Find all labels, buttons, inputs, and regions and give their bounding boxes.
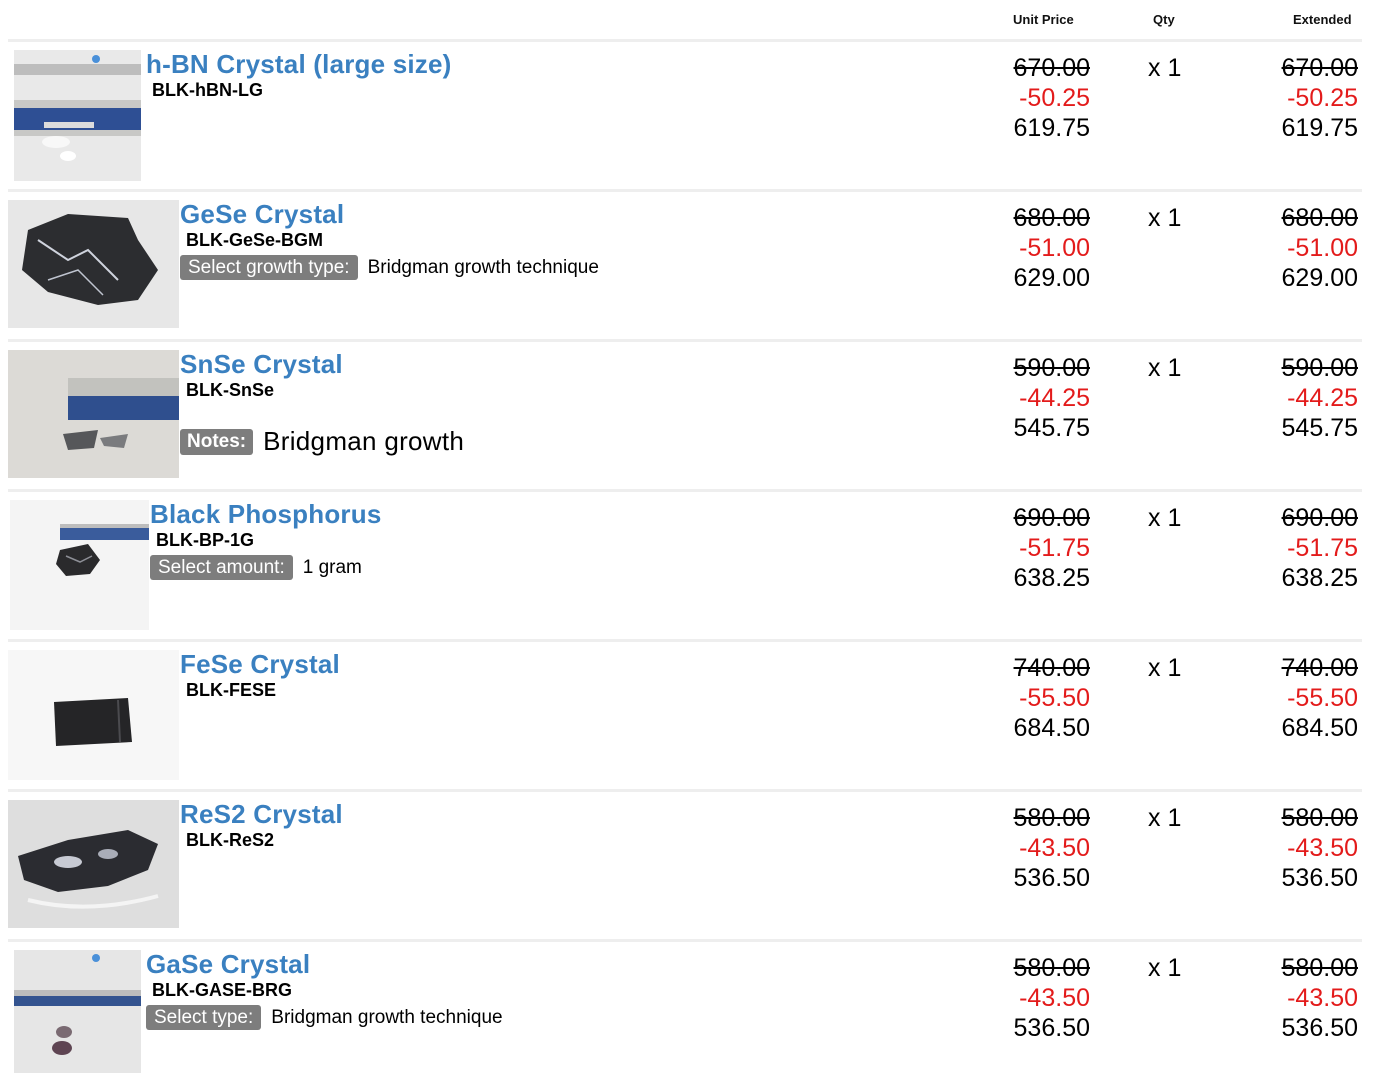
- final-price: 536.50: [1013, 1014, 1090, 1042]
- product-sku: BLK-hBN-LG: [152, 80, 263, 100]
- original-price: 670.00: [1013, 54, 1090, 82]
- cart-item-row: [8, 789, 1362, 942]
- extended-price: [1282, 203, 1358, 293]
- product-sku: BLK-SnSe: [186, 380, 275, 400]
- quantity: x 1: [1148, 354, 1182, 382]
- option-value: Bridgman growth technique: [271, 1006, 503, 1028]
- product-title-link[interactable]: SnSe Crystal: [180, 349, 343, 379]
- quantity: x 1: [1148, 954, 1182, 982]
- discount-amount: -51.75: [1019, 534, 1090, 562]
- discount-amount: -51.00: [1019, 234, 1090, 262]
- original-price: 580.00: [1013, 954, 1090, 982]
- unit-price: [1014, 803, 1090, 893]
- quantity: x 1: [1148, 54, 1182, 82]
- final-price: 629.00: [1281, 264, 1358, 292]
- unit-price: [1014, 953, 1090, 1043]
- product-title-link[interactable]: GaSe Crystal: [146, 949, 311, 979]
- product-option: [146, 1005, 503, 1030]
- cart-item-row: [8, 189, 1362, 342]
- option-label: Select growth type:: [180, 255, 358, 280]
- discount-amount: -50.25: [1287, 84, 1358, 112]
- notes-label: Notes:: [180, 429, 253, 455]
- final-price: 536.50: [1281, 1014, 1358, 1042]
- product-image[interactable]: [14, 50, 141, 181]
- quantity: x 1: [1148, 654, 1182, 682]
- extended-header: Extended: [1293, 12, 1352, 27]
- product-title-link[interactable]: FeSe Crystal: [180, 649, 340, 679]
- unit-price-header: Unit Price: [1013, 12, 1074, 27]
- original-price: 740.00: [1013, 654, 1090, 682]
- option-label: Select type:: [146, 1005, 261, 1030]
- product-sku: BLK-GASE-BRG: [152, 980, 292, 1000]
- discount-amount: -43.50: [1287, 834, 1358, 862]
- discount-amount: -44.25: [1019, 384, 1090, 412]
- quantity: x 1: [1148, 804, 1182, 832]
- original-price: 690.00: [1281, 504, 1358, 532]
- discount-amount: -55.50: [1287, 684, 1358, 712]
- extended-price: [1282, 353, 1358, 443]
- discount-amount: -55.50: [1019, 684, 1090, 712]
- final-price: 536.50: [1281, 864, 1358, 892]
- product-option: [150, 555, 381, 580]
- cart-item-row: [8, 639, 1362, 792]
- product-image[interactable]: [8, 650, 179, 780]
- unit-price: [1014, 203, 1090, 293]
- discount-amount: -44.25: [1287, 384, 1358, 412]
- product-image[interactable]: [14, 950, 141, 1073]
- option-value: Bridgman growth technique: [367, 256, 599, 278]
- discount-amount: -43.50: [1019, 834, 1090, 862]
- extended-price: [1282, 653, 1358, 743]
- unit-price: [1014, 53, 1090, 143]
- product-sku: BLK-ReS2: [186, 830, 275, 850]
- cart-item-row: [8, 39, 1362, 192]
- notes-value: Bridgman growth: [263, 426, 465, 456]
- original-price: 680.00: [1281, 204, 1358, 232]
- product-sku: BLK-BP-1G: [156, 530, 254, 550]
- original-price: 580.00: [1281, 804, 1358, 832]
- product-title-link[interactable]: ReS2 Crystal: [180, 799, 343, 829]
- original-price: 690.00: [1013, 504, 1090, 532]
- product-image[interactable]: [8, 350, 179, 478]
- discount-amount: -43.50: [1019, 984, 1090, 1012]
- discount-amount: -50.25: [1019, 84, 1090, 112]
- qty-header: Qty: [1153, 12, 1175, 27]
- unit-price: [1014, 503, 1090, 593]
- quantity: x 1: [1148, 504, 1182, 532]
- unit-price: [1014, 353, 1090, 443]
- unit-price: [1014, 653, 1090, 743]
- product-option: [180, 255, 599, 280]
- cart-item-row: [8, 939, 1362, 1092]
- discount-amount: -51.00: [1287, 234, 1358, 262]
- final-price: 619.75: [1013, 114, 1090, 142]
- extended-price: [1282, 953, 1358, 1043]
- quantity: x 1: [1148, 204, 1182, 232]
- product-image[interactable]: [8, 200, 179, 328]
- final-price: 638.25: [1281, 564, 1358, 592]
- option-value: 1 gram: [302, 556, 362, 578]
- product-title-link[interactable]: Black Phosphorus: [150, 499, 382, 529]
- product-sku: BLK-FESE: [186, 680, 276, 700]
- product-image[interactable]: [10, 500, 149, 630]
- final-price: 545.75: [1281, 414, 1358, 442]
- final-price: 545.75: [1013, 414, 1090, 442]
- original-price: 580.00: [1013, 804, 1090, 832]
- cart-item-row: [8, 489, 1362, 642]
- extended-price: [1282, 503, 1358, 593]
- product-title-link[interactable]: GeSe Crystal: [180, 199, 345, 229]
- discount-amount: -43.50: [1287, 984, 1358, 1012]
- original-price: 590.00: [1281, 354, 1358, 382]
- final-price: 619.75: [1281, 114, 1358, 142]
- product-sku: BLK-GeSe-BGM: [186, 230, 324, 250]
- final-price: 684.50: [1013, 714, 1090, 742]
- final-price: 638.25: [1013, 564, 1090, 592]
- discount-amount: -51.75: [1287, 534, 1358, 562]
- original-price: 740.00: [1281, 654, 1358, 682]
- final-price: 629.00: [1013, 264, 1090, 292]
- final-price: 684.50: [1281, 714, 1358, 742]
- original-price: 680.00: [1013, 204, 1090, 232]
- product-image[interactable]: [8, 800, 179, 928]
- original-price: 580.00: [1281, 954, 1358, 982]
- product-title-link[interactable]: h-BN Crystal (large size): [146, 49, 452, 79]
- option-label: Select amount:: [150, 555, 293, 580]
- extended-price: [1282, 803, 1358, 893]
- original-price: 590.00: [1013, 354, 1090, 382]
- product-notes: [180, 426, 464, 457]
- original-price: 670.00: [1281, 54, 1358, 82]
- extended-price: [1282, 53, 1358, 143]
- final-price: 536.50: [1013, 864, 1090, 892]
- cart-item-row: [8, 339, 1362, 492]
